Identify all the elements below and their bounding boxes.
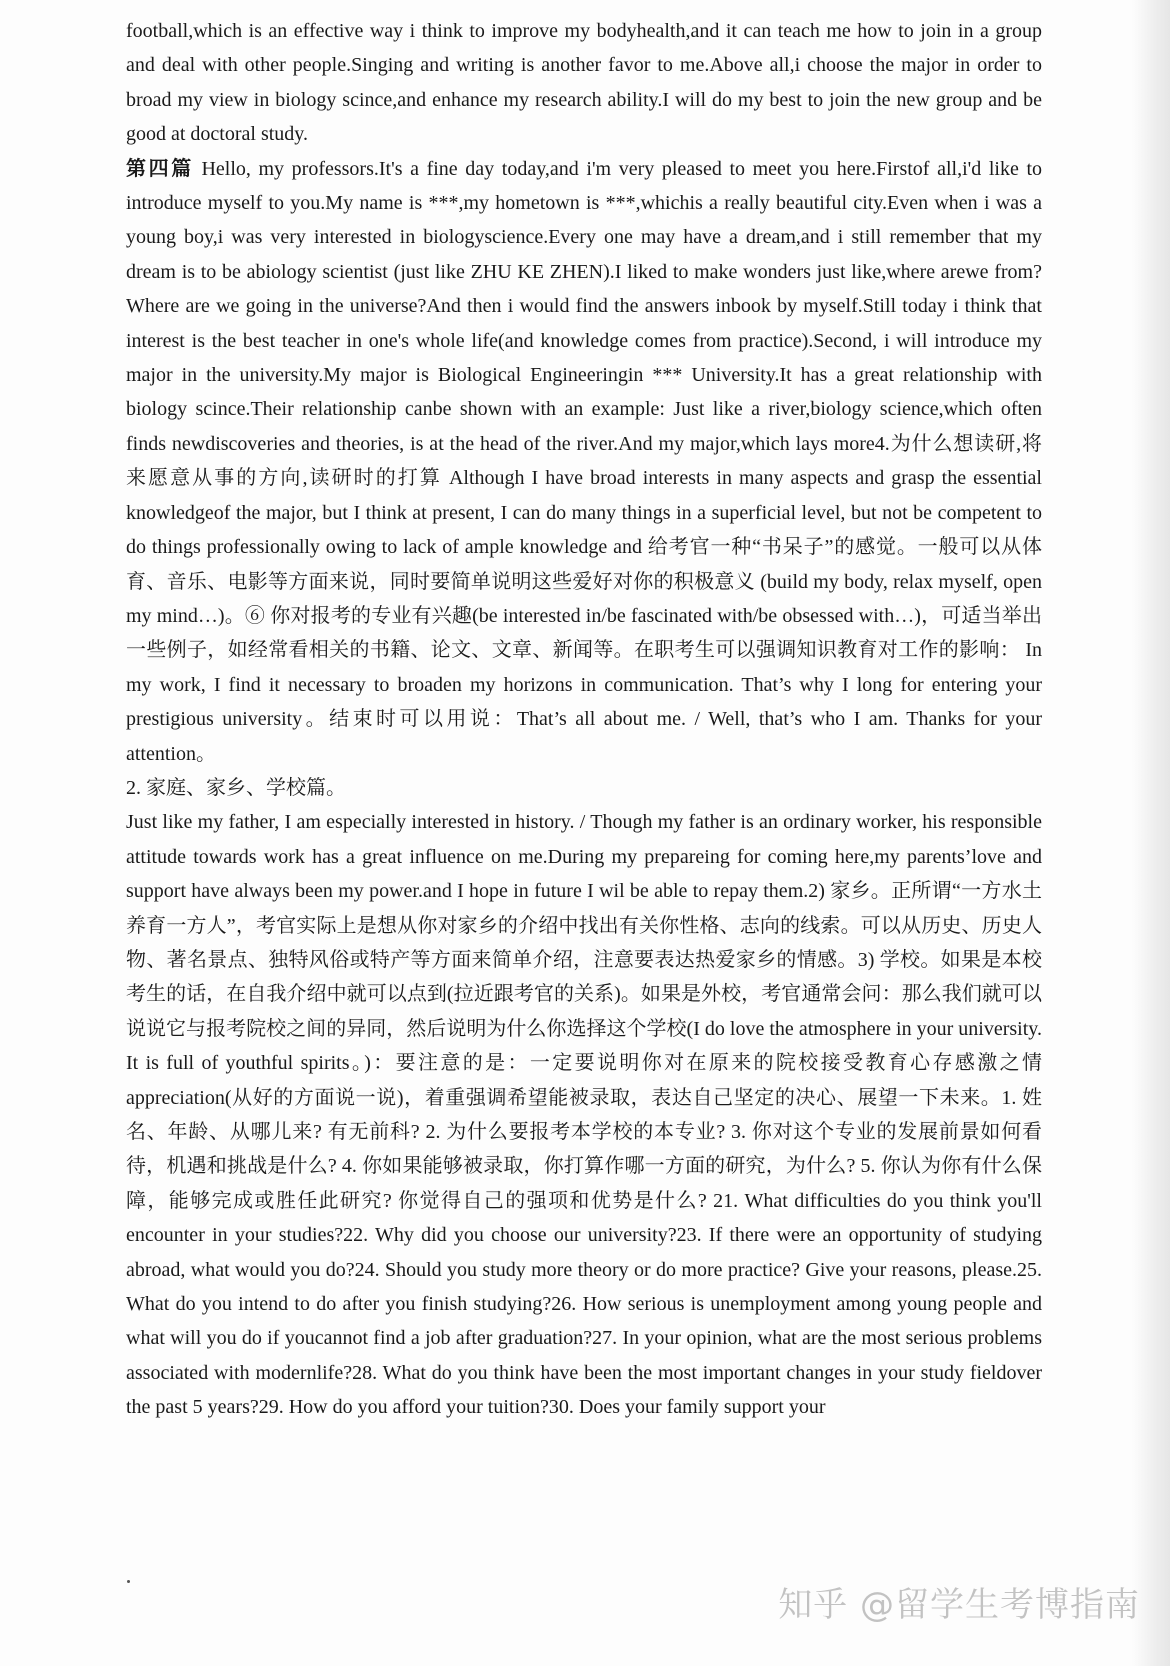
section-4-heading: 第四篇: [126, 157, 194, 180]
section-2-title: 2. 家庭、家乡、学校篇。: [126, 776, 346, 799]
page-edge-shadow: [1132, 0, 1170, 1666]
zhihu-watermark: 知乎 @留学生考博指南: [778, 1585, 1140, 1625]
footer-dot: [127, 1580, 130, 1583]
paragraph-1: football,which is an effective way i think to improve my bodyhealth,and it can teach me how to join in a group and deal with other people.Singing and writing is another favor to me.Above all,i choose the major in order to broad my view in biology scince,and enhance my research ability.I will do my best to join the new group and be good at doctoral study.: [126, 20, 1042, 146]
paragraph-2: [126, 152, 1042, 771]
document-body: [126, 14, 1042, 1425]
paragraph-3: Just like my father, I am especially interested in history. / Though my father is an ordinary worker, his responsible attitude towards work has a great influence on me.During my prepareing for coming here,my parents’love and support have always been my power.and I hope in future I wil be able to repay them.2) 家乡。正所谓“一方水土养育一方人”，考官实际上是想从你对家乡的介绍中找出有关你性格、志向的线索。可以从历史、历史人物、著名景点、独特风俗或特产等方面来简单介绍，注意要表达热爱家乡的情感。3) 学校。如果是本校考生的话，在自我介绍中就可以点到(拉近跟考官的关系)。如果是外校，考官通常会问：那么我们就可以说说它与报考院校之间的异同，然后说明为什么你选择这个学校(I do love the atmosphere in your university. It is full of youthful spirits。)：要注意的是：一定要说明你对在原来的院校接受教育心存感激之情appreciation(从好的方面说一说)，着重强调希望能被录取，表达自己坚定的决心、展望一下未来。1. 姓名、年龄、从哪儿来? 有无前科? 2. 为什么要报考本学校的本专业? 3. 你对这个专业的发展前景如何看待，机遇和挑战是什么? 4. 你如果能够被录取，你打算作哪一方面的研究，为什么? 5. 你认为你有什么保障，能够完成或胜任此研究? 你觉得自己的强项和优势是什么? 21. What difficulties do you think you'll encounter in your studies?22. Why did you choose our university?23. If there were an opportunity of studying abroad, what would you do?24. Should you study more theory or do more practice? Give your reasons, please.25. What do you intend to do after you finish studying?26. How serious is unemployment among young people and what will you do if youcannot find a job after graduation?27. In your opinion, what are the most serious problems associated with modernlife?28. What do you think have been the most important changes in your study fieldover the past 5 years?29. How do you afford your tuition?30. Does your family support your: [126, 811, 1042, 1419]
paragraph-2-body: Hello, my professors.It's a fine day today,and i'm very pleased to meet you here.Firstof all,i'd like to introduce myself to you.My name is ***,my hometown is ***,whichis a really beautiful city.Even when i was a young boy,i was very interested in biologyscience.Every one may have a dream,and i still remember that my dream is to be abiology scientist (just like ZHU KE ZHEN).I liked to make wonders just like,where arewe from?Where are we going in the universe?And then i would find the answers inbook by myself.Still today i think that interest is the best teacher in one's whole life(and knowledge comes from practice).Second, i will introduce my major in the university.My major is Biological Engineeringin *** University.It has a great relationship with biology scince.Their relationship canbe shown with an example: Just like a river,biology science,which often finds newdiscoveries and theories, is at the head of the river.And my major,which lays more4.为什么想读研,将来愿意从事的方向,读研时的打算 Although I have broad interests in many aspects and grasp the essential knowledgeof the major, but I think at present, I can do many things in a superficial level, but not be competent to do things professionally owing to lack of ample knowledge and 给考官一种“书呆子”的感觉。一般可以从体育、音乐、电影等方面来说，同时要简单说明这些爱好对你的积极意义 (build my body, relax myself, open my mind…)。⑥ 你对报考的专业有兴趣(be interested in/be fascinated with/be obsessed with…)，可适当举出一些例子，如经常看相关的书籍、论文、文章、新闻等。在职考生可以强调知识教育对工作的影响： In my work, I find it necessary to broaden my horizons in communication. That’s why I long for entering your prestigious university。结束时可以用说：That’s all about me. / Well, that’s who I am. Thanks for your attention。: [126, 157, 1043, 765]
